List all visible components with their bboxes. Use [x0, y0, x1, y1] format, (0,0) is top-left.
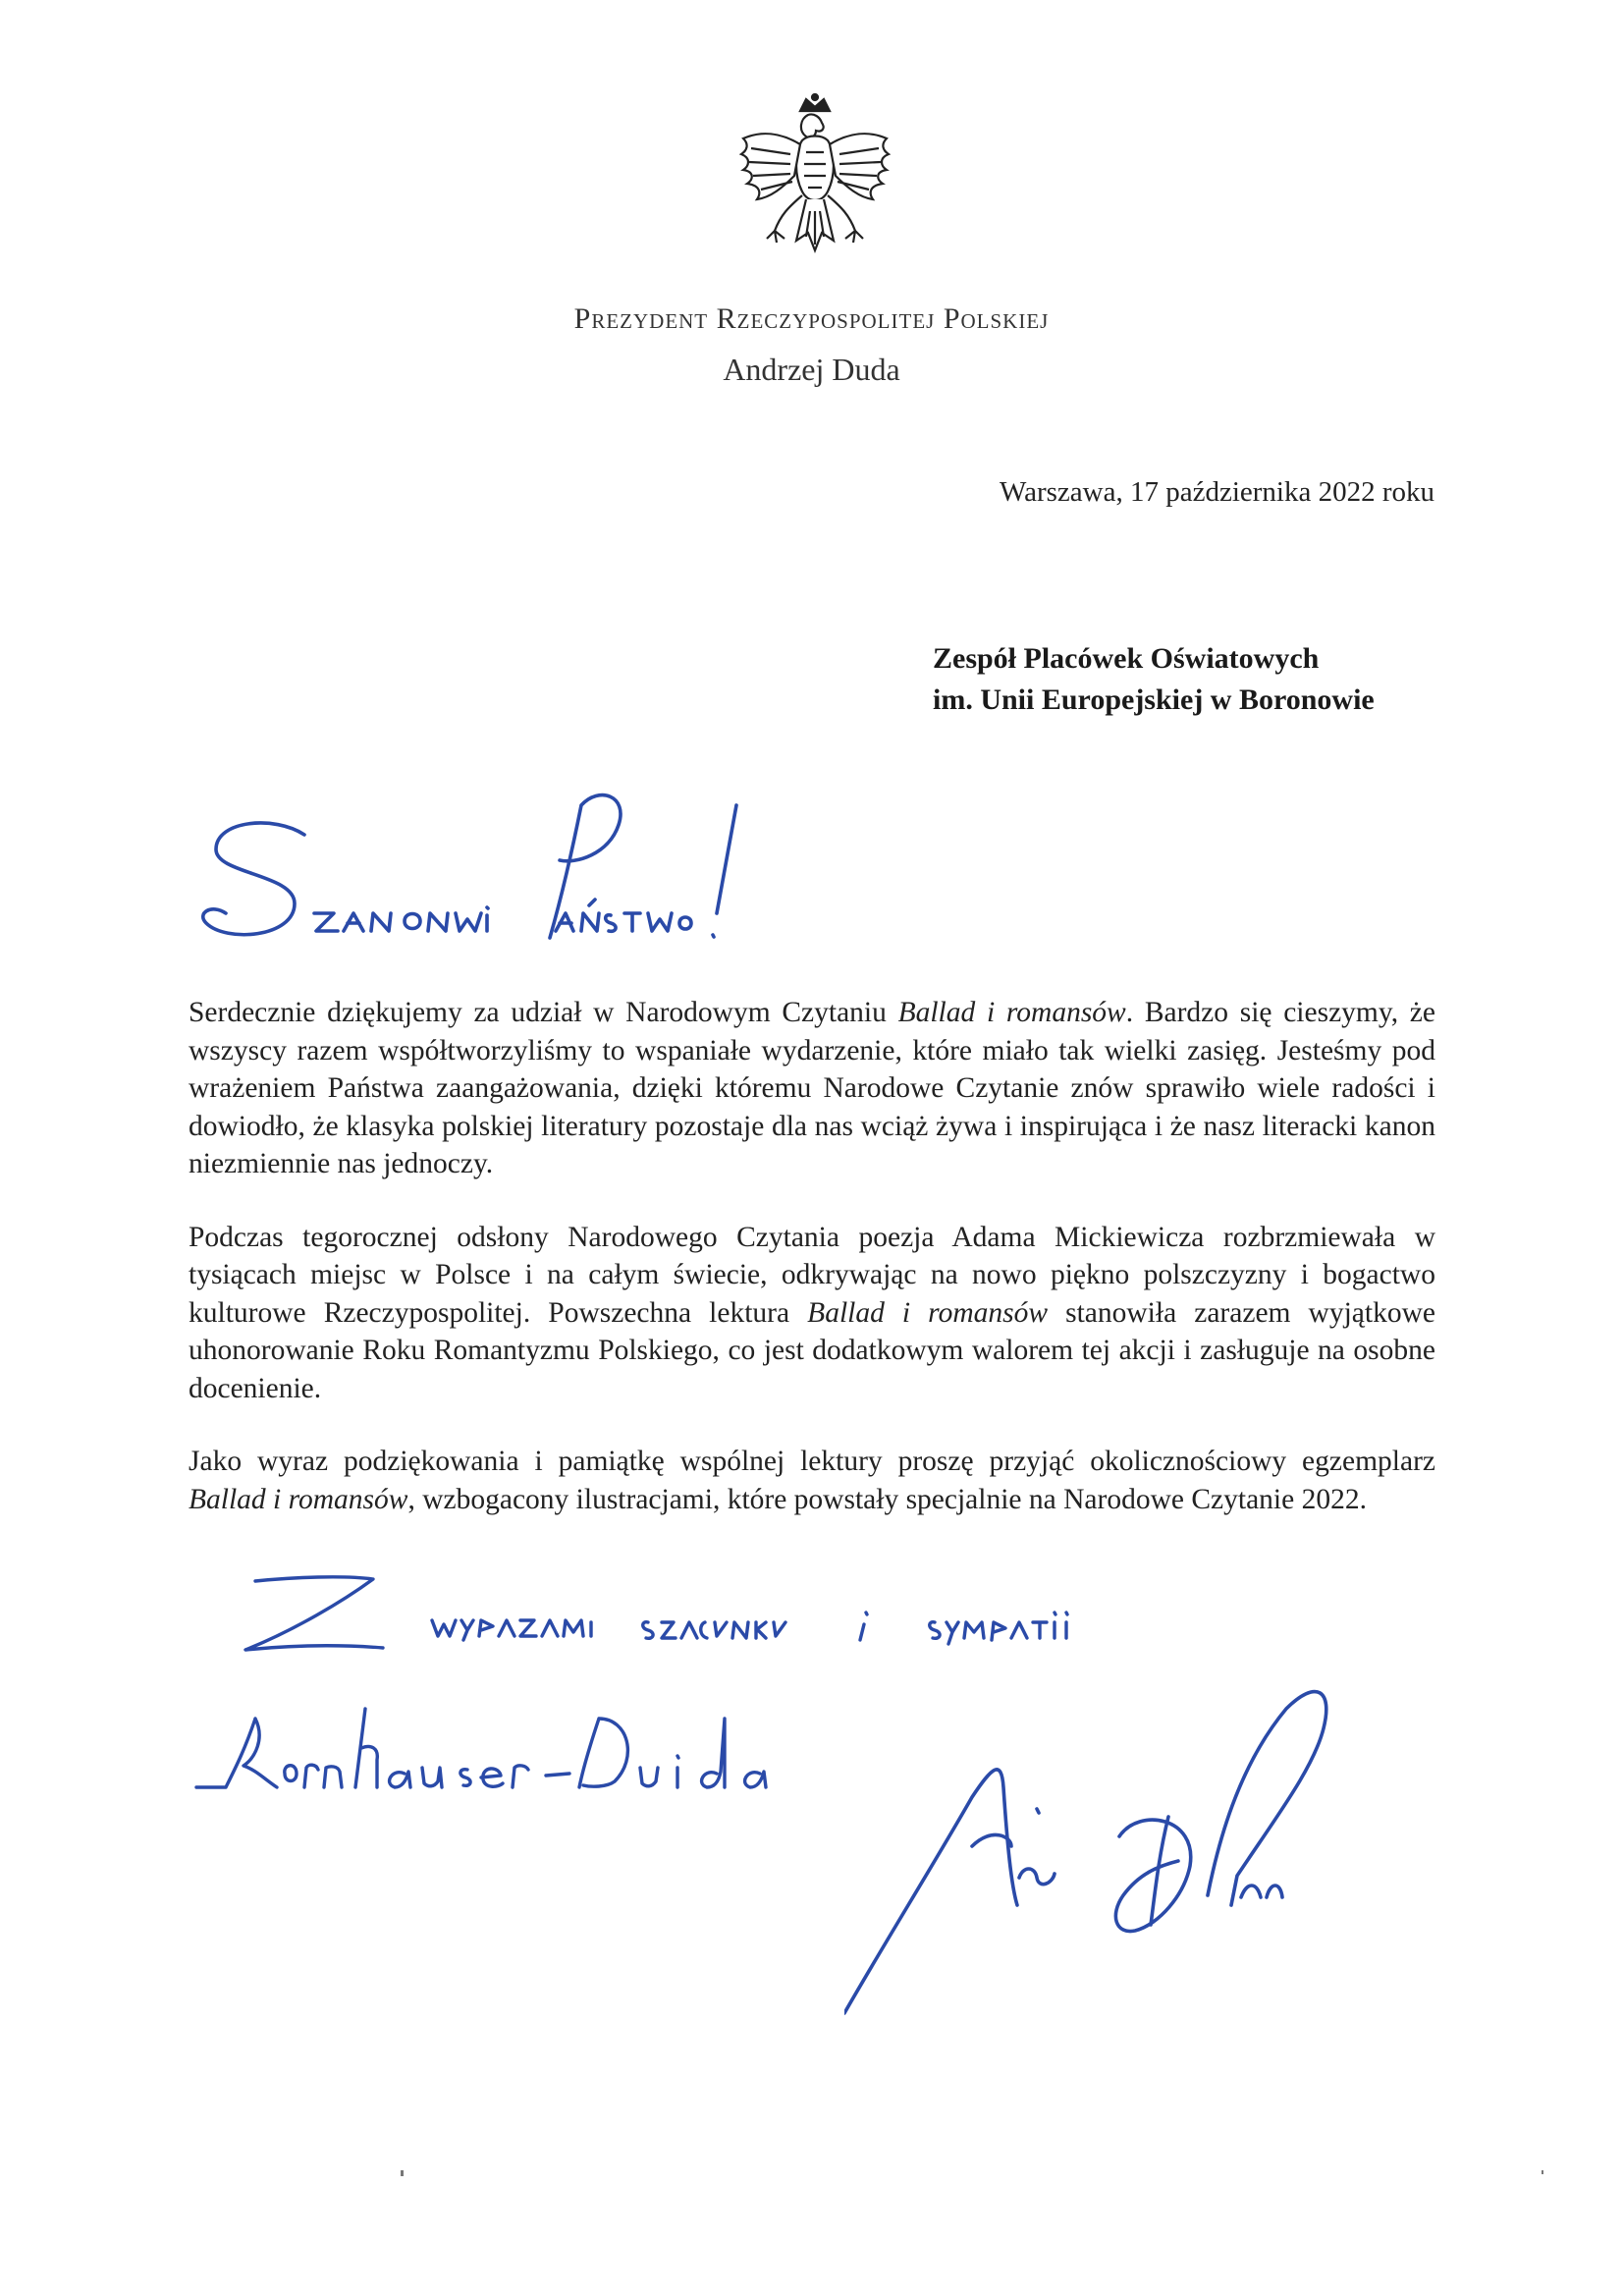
date-line: Warszawa, 17 października 2022 roku — [1000, 476, 1434, 508]
cosigner-signature — [187, 1689, 815, 1817]
handwritten-salutation — [187, 766, 795, 962]
letter-body — [189, 994, 1435, 1554]
paper-speck — [1542, 2170, 1543, 2174]
body-paragraph-2: Podczas tegorocznej odsłony Narodowego Czytania poezja Adama Mickiewicza rozbrzmiewała w tysiącach miejsc w Polsce i na całym świecie, odkrywając na nowo piękno polszczyzny i bogactwo kulturowe Rzeczypospolitej. Powszechna lektura Ballad i romansów stanowiła zarazem wyjątkowe uhonorowanie Roku Romantyzmu Polskiego, co jest dodatkowym walorem tej akcji i zasługuje na osobne docenienie. — [189, 1221, 1435, 1404]
body-paragraph-3: Jako wyraz podziękowania i pamiątkę wspólnej lektury proszę przyjąć okolicznościowy egzemplarz Ballad i romansów, wzbogacony ilustracjami, które powstały specjalnie na Narodowe Czytanie 2022. — [189, 1446, 1435, 1515]
recipient-block — [933, 638, 1443, 721]
president-signature — [844, 1650, 1473, 2062]
white-eagle-emblem-icon — [731, 93, 898, 280]
paper-speck — [401, 2170, 404, 2176]
recipient-line-2: im. Unii Europejskiej w Boronowie — [933, 683, 1375, 716]
recipient-line-1: Zespół Placówek Oświatowych — [933, 642, 1320, 675]
office-title: Prezydent Rzeczypospolitej Polskiej — [573, 302, 1050, 335]
president-name: Andrzej Duda — [723, 352, 900, 387]
body-paragraph-1: Serdecznie dziękujemy za udział w Narodowym Czytaniu Ballad i romansów. Bardzo się cieszymy, że wszyscy razem współtworzyliśmy to wspaniałe wydarzenie, które miało tak wielki zasięg. Jesteśmy pod wrażeniem Państwa zaangażowania, dzięki któremu Narodowe Czytanie znów sprawiło wiele radości i dowiodło, że klasyka polskiej literatury pozostaje dla nas wciąż żywa i inspirująca i że nasz literacki kanon niezmiennie nas jednoczy. — [189, 997, 1435, 1179]
